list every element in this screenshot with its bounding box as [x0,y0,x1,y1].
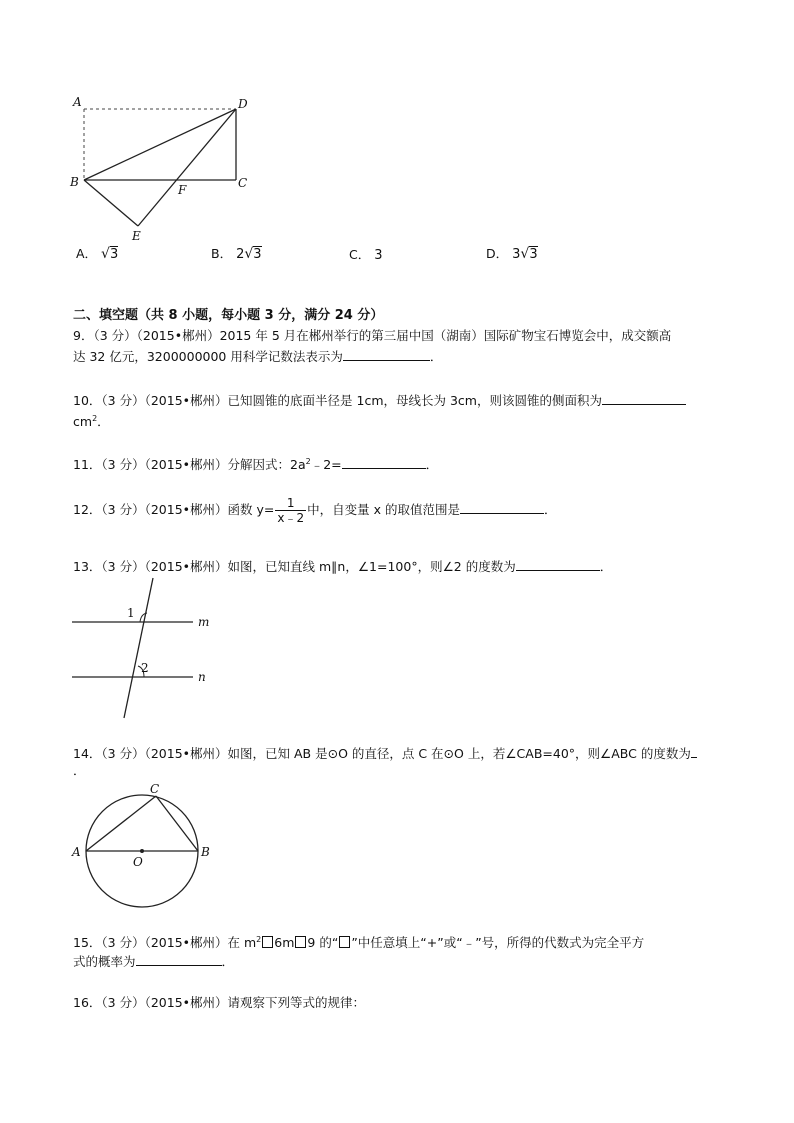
question-12-suffix: 中，自变量 x 的取值范围是 [307,502,460,517]
section-heading: 二、填空题（共 8 小题，每小题 3 分，满分 24 分） [73,308,384,323]
question-15-line2 [73,951,234,971]
label-n: n [198,670,206,684]
square-box-icon [339,936,350,948]
question-10-end: ． [97,414,110,430]
label-m: m [198,615,210,629]
transversal [124,578,153,718]
choice-d [486,244,538,262]
question-15-sup: 2 [256,935,262,944]
question-12-prefix: 12．（3 分）（2015•郴州）函数 y= [73,502,275,517]
parallel-lines-figure [66,575,226,725]
question-16: 16．（3 分）（2015•郴州）请观察下列等式的规律： [73,995,366,1010]
question-9-text: 达 32 亿元，3200000000 用科学记数法表示为 [73,349,343,364]
choice-b [211,244,262,262]
label-A: A [72,845,81,859]
question-14-end: ． [73,763,86,778]
answer-blank [602,390,686,405]
answer-blank [342,454,426,469]
question-15-text: 式的概率为 [73,954,136,969]
question-15-mid1: 6m [274,935,295,951]
fraction-numerator: 1 [275,496,306,511]
label-E: E [132,229,141,242]
choice-a [76,244,118,262]
question-10-line2 [73,410,110,431]
fraction-denominator: x﹣2 [277,511,305,525]
chord-BC [156,796,198,851]
choice-b-letter: B． [211,246,233,261]
question-15-mid2: 9 的“ [307,935,339,951]
question-15-mid3: ”中任意填上“+”或“﹣”号，所得的代数式为完全平方 [351,935,645,951]
square-box-icon [262,936,273,948]
choice-d-coef: 3 [512,247,521,262]
choice-d-letter: D． [486,246,509,261]
segment-BD [84,109,236,180]
question-11-prefix: 11．（3 分）（2015•郴州）分解因式：2a [73,457,306,473]
question-11-end: ． [425,457,439,473]
choice-d-radicand: 3 [529,247,538,262]
label-angle-2: 2 [141,661,149,675]
answer-blank [691,743,697,758]
choice-c [349,245,383,263]
question-11-suffix: ﹣2= [310,457,342,473]
question-14 [73,743,697,763]
label-C: C [150,782,160,796]
choice-b-radicand: 3 [253,247,262,262]
label-B: B [201,845,210,859]
question-10-unit: cm [73,414,93,430]
sqrt-icon: √ [520,246,530,262]
answer-blank [460,499,544,514]
circle-figure [66,778,216,908]
center-point [140,849,144,853]
chord-AC [86,796,156,851]
segment-ED [138,109,236,226]
question-13 [73,556,612,576]
question-15-prefix: 15．（3 分）（2015•郴州）在 m [73,935,257,951]
label-F: F [178,183,187,197]
choice-a-radicand: 3 [109,247,119,262]
question-11-sup: 2 [305,457,311,466]
choice-a-letter: A． [76,246,98,261]
sqrt-icon: √ [244,246,254,262]
sqrt-icon: √ [101,246,110,262]
question-14-text: 14．（3 分）（2015•郴州）如图，已知 AB 是⊙O 的直径，点 C 在⊙O 上，若∠CAB=40°，则∠ABC 的度数为 [73,746,691,761]
answer-blank [343,346,430,361]
rectangle-fold-figure [66,92,256,242]
fraction [275,496,306,525]
answer-blank [136,951,222,966]
question-15-end: ． [221,954,235,969]
label-angle-1: 1 [127,606,135,620]
choice-c-value: 3 [374,248,383,263]
label-B: B [70,175,79,189]
question-11 [73,453,438,474]
question-10-text: 10．（3 分）（2015•郴州）已知圆锥的底面半径是 1cm，母线长为 3cm，则该圆锥的侧面积为 [73,393,602,408]
question-15-line1 [73,931,644,952]
question-12 [73,494,557,526]
square-box-icon [295,936,306,948]
question-9-line1: 9．（3 分）（2015•郴州）2015 年 5 月在郴州举行的第三届中国（湖南）国际矿物宝石博览会中，成交额高 [73,328,672,343]
label-A: A [73,95,82,109]
label-D: D [238,97,248,111]
question-13-end: ． [599,559,613,574]
answer-blank [516,556,600,571]
label-C: C [238,176,248,190]
choice-b-coef: 2 [236,247,245,262]
question-10-sup: 2 [92,414,98,423]
question-9-end: ． [429,349,443,364]
question-9-line2 [73,346,442,366]
segment-BE [84,180,138,226]
choice-c-letter: C． [349,247,371,262]
label-O: O [133,855,143,869]
question-13-text: 13．（3 分）（2015•郴州）如图，已知直线 m∥n，∠1=100°，则∠2 的度数为 [73,559,516,574]
question-12-end: ． [543,502,557,517]
question-10-line1 [73,390,686,410]
